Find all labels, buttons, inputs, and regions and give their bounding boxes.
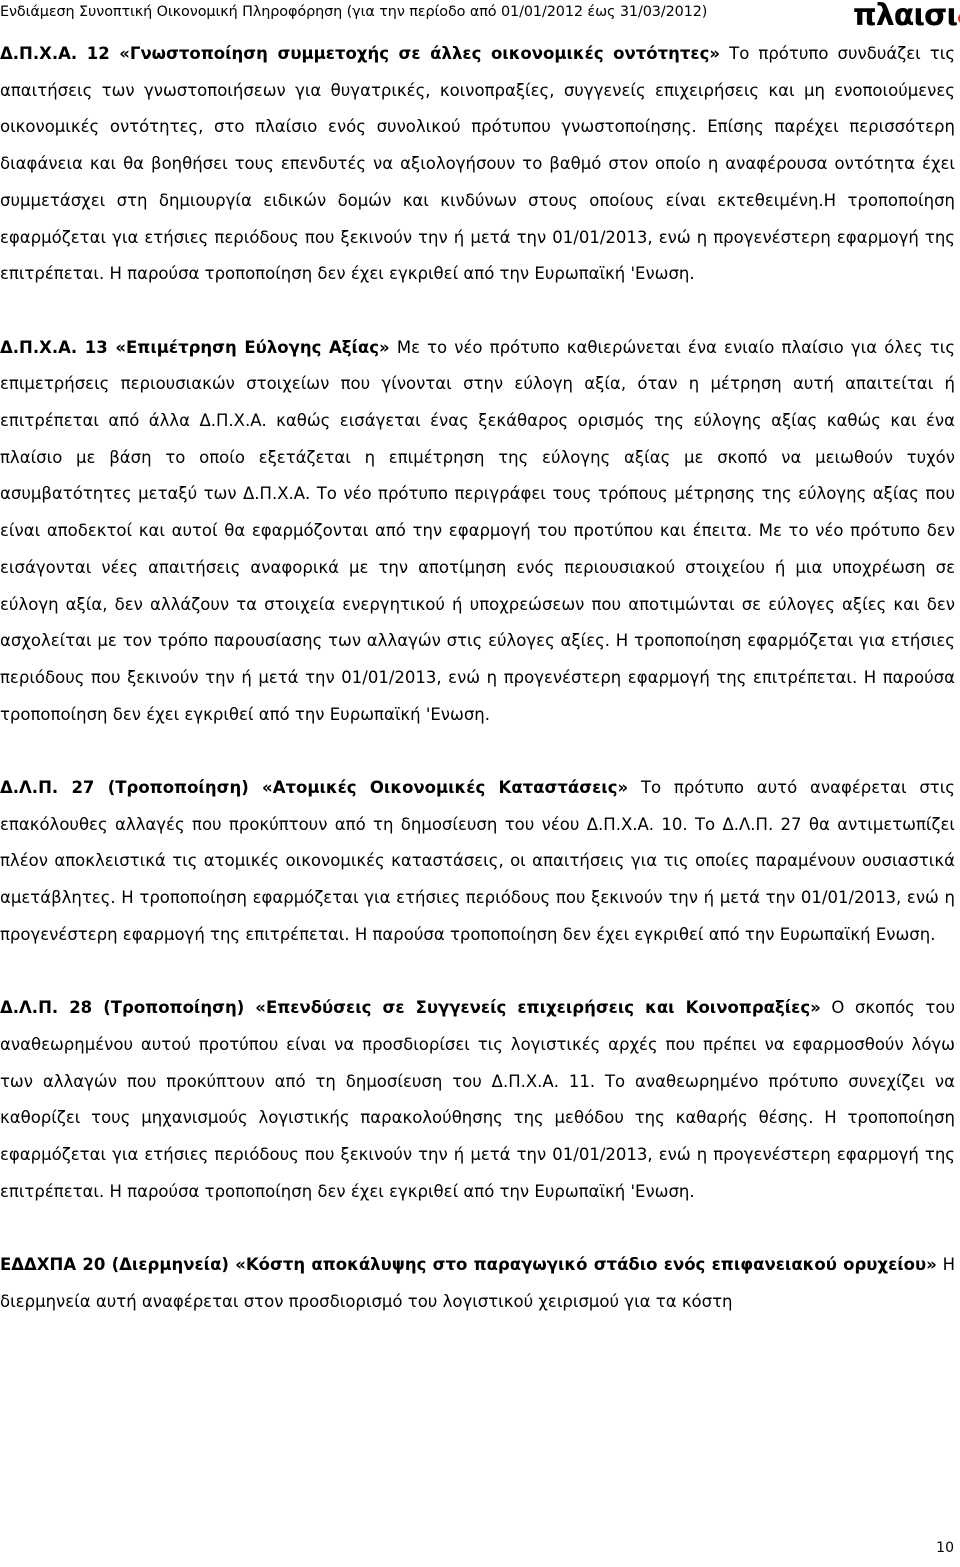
document-body (0, 36, 955, 1321)
paragraph-ias27 (0, 770, 955, 954)
paragraph-heading: Δ.Π.Χ.Α. 12 «Γνωστοποίηση συμμετοχής σε άλλες οικονομικές οντότητες» (0, 44, 721, 63)
paragraph-text: Ο σκοπός του αναθεωρημένου αυτού προτύπου είναι να προσδιορίσει τις λογιστικές αρχές που πρέπει να εφαρμοσθούν λόγω των αλλαγών που προκύπτουν από τη δημοσίευση του Δ.Π.Χ.Α. 11. Το αναθεωρημένο πρότυπο συνεχίζει να καθορίζει τους μηχανισμούς λογιστικής παρακολούθησης της μεθόδου της καθαρής θέσης. Η τροποποίηση εφαρμόζεται για ετήσιες περιόδους που ξεκινούν την ή μετά την 01/01/2013, ενώ η προγενέστερη εφαρμογή της επιτρέπεται. Η παρούσα τροποποίηση δεν έχει εγκριθεί από την Ευρωπαϊκή 'Ενωση. (0, 998, 955, 1201)
paragraph-spacer (0, 733, 955, 770)
paragraph-ifrs13 (0, 330, 955, 734)
paragraph-text: Με το νέο πρότυπο καθιερώνεται ένα ενιαίο πλαίσιο για όλες τις επιμετρήσεις περιουσιακών στοιχείων που γίνονται στην εύλογη αξία, όταν η μέτρηση αυτή απαιτείται ή επιτρέπεται από άλλα Δ.Π.Χ.Α. καθώς εισάγεται ένας ξεκάθαρος ορισμός της εύλογης αξίας καθώς και ένα πλαίσιο με βάση το οποίο εξετάζεται η επιμέτρηση της εύλογης αξίας με σκοπό να μειωθούν τυχόν ασυμβατότητες μεταξύ των Δ.Π.Χ.Α. Το νέο πρότυπο περιγράφει τους τρόπους μέτρησης της εύλογης αξίας που είναι αποδεκτοί και αυτοί θα εφαρμόζονται από την εφαρμογή του προτύπου και έπειτα. Με το νέο πρότυπο δεν εισάγονται νέες απαιτήσεις αναφορικά με την αποτίμηση ενός περιουσιακού στοιχείου ή μια υποχρέωση σε εύλογη αξία, δεν αλλάζουν τα στοιχεία ενεργητικού ή υποχρεώσεων που αποτιμώνται σε εύλογες αξίες και δεν ασχολείται με τον τρόπο παρουσίασης των αλλαγών στις εύλογες αξίες. Η τροποποίηση εφαρμόζεται για ετήσιες περιόδους που ξεκινούν την ή μετά την 01/01/2013, ενώ η προγενέστερη εφαρμογή της επιτρέπεται. Η παρούσα τροποποίηση δεν έχει εγκριθεί από την Ευρωπαϊκή 'Ενωση. (0, 337, 956, 724)
paragraph-heading: Δ.Λ.Π. 28 (Τροποποίηση) «Επενδύσεις σε Συγγενείς επιχειρήσεις και Κοινοπραξίες» (0, 998, 821, 1018)
paragraph-spacer (0, 1210, 955, 1247)
logo-text: πλαισι (853, 0, 958, 33)
page-number: 10 (936, 1540, 954, 1556)
company-logo (853, 0, 960, 32)
paragraph-spacer (0, 293, 955, 330)
paragraph-ias28 (0, 990, 955, 1210)
paragraph-text: Η διερμηνεία αυτή αναφέρεται στον προσδιορισμό του λογιστικού χειρισμού για τα κόστη (0, 1255, 955, 1311)
header-title: Ενδιάμεση Συνοπτική Οικονομική Πληροφόρηση (για την περίοδο από 01/01/2012 έως 31/03/2012) (0, 4, 708, 20)
paragraph-spacer (0, 954, 955, 991)
paragraph-heading: ΕΔΔΧΠΑ 20 (Διερμηνεία) «Κόστη αποκάλυψης στο παραγωγικό στάδιο ενός επιφανειακού ορυχείου» (0, 1255, 937, 1275)
paragraph-text: Το πρότυπο συνδυάζει τις απαιτήσεις των γνωστοποιήσεων για θυγατρικές, κοινοπραξίες, συγγενείς επιχειρήσεις και μη ενοποιούμενες οικονομικές οντότητες, στο πλαίσιο ενός συνολικού πρότυπου γνωστοποίησης. Επίσης παρέχει περισσότερη διαφάνεια και θα βοηθήσει τους επενδυτές να αξιολογήσουν το βαθμό στον οποίο η αναφέρουσα οντότητα έχει συμμετάσχει στη δημιουργία ειδικών δομών και κινδύνων στους οποίους είναι εκτεθειμένη.Η τροποποίηση εφαρμόζεται για ετήσιες περιόδους που ξεκινούν την ή μετά την 01/01/2013, ενώ η προγενέστερη εφαρμογή της επιτρέπεται. Η παρούσα τροποποίηση δεν έχει εγκριθεί από την Ευρωπαϊκή 'Ενωση. (0, 44, 955, 284)
page-header (0, 0, 960, 32)
paragraph-ifric20 (0, 1247, 955, 1320)
paragraph-heading: Δ.Λ.Π. 27 (Τροποποίηση) «Ατομικές Οικονομικές Καταστάσεις» (0, 778, 629, 798)
paragraph-heading: Δ.Π.Χ.Α. 13 «Επιμέτρηση Εύλογης Αξίας» (0, 337, 390, 357)
paragraph-text: Το πρότυπο αυτό αναφέρεται στις επακόλουθες αλλαγές που προκύπτουν από τη δημοσίευση του νέου Δ.Π.Χ.Α. 10. Το Δ.Λ.Π. 27 θα αντιμετωπίζει πλέον αποκλειστικά τις ατομικές οικονομικές καταστάσεις, οι απαιτήσεις για τις οποίες παραμένουν ουσιαστικά αμετάβλητες. Η τροποποίηση εφαρμόζεται για ετήσιες περιόδους που ξεκινούν την ή μετά την 01/01/2013, ενώ η προγενέστερη εφαρμογή της επιτρέπεται. Η παρούσα τροποποίηση δεν έχει εγκριθεί από την Ευρωπαϊκή Ενωση. (0, 778, 955, 944)
paragraph-ifrs12 (0, 36, 955, 293)
